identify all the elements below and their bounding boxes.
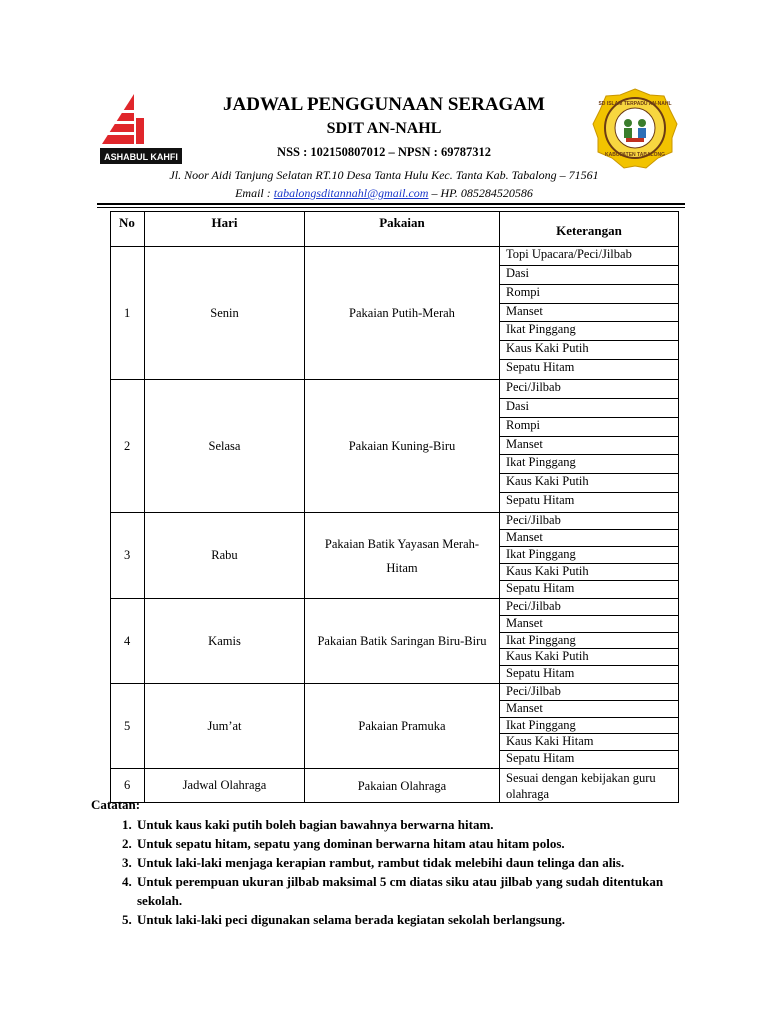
item-entry: Manset bbox=[500, 304, 678, 323]
notes-cell bbox=[500, 599, 679, 684]
item-entry: Ikat Pinggang bbox=[500, 322, 678, 341]
row-number: 3 bbox=[111, 513, 145, 599]
row-number: 4 bbox=[111, 599, 145, 684]
day-cell: Jadwal Olahraga bbox=[145, 769, 305, 803]
day-cell: Selasa bbox=[145, 380, 305, 513]
row-number: 2 bbox=[111, 380, 145, 513]
table-row bbox=[111, 513, 679, 599]
logo-right-bottom-text: KABUPATEN TABALONG bbox=[605, 152, 665, 158]
note-item: 4. Untuk perempuan ukuran jilbab maksimal 5 cm diatas siku atau jilbab yang sudah ditentukan sekolah. bbox=[135, 872, 691, 910]
day-cell: Kamis bbox=[145, 599, 305, 684]
item-entry: Sepatu Hitam bbox=[506, 493, 575, 508]
logo-right-text: SD ISLAM TERPADU AN-NAHL bbox=[598, 101, 672, 107]
item-list bbox=[500, 247, 678, 379]
item-entry: Ikat Pinggang bbox=[500, 718, 678, 735]
notes-cell bbox=[500, 380, 679, 513]
day-cell: Rabu bbox=[145, 513, 305, 599]
item-entry: Dasi bbox=[500, 266, 678, 285]
item-entry: Sesuai dengan kebijakan guru olahraga bbox=[506, 771, 656, 801]
note-item: 5. Untuk laki-laki peci digunakan selama berada kegiatan sekolah berlangsung. bbox=[135, 910, 691, 929]
nss-npsn-line: NSS : 102150807012 – NPSN : 69787312 bbox=[277, 145, 491, 159]
row-number: 5 bbox=[111, 684, 145, 769]
item-entry: Sepatu Hitam bbox=[506, 360, 575, 375]
uniform-text: Pakaian Batik Yayasan Merah-Hitam bbox=[324, 536, 480, 575]
note-item: 3. Untuk laki-laki menjaga kerapian rambut, rambut tidak melebihi daun telinga dan alis. bbox=[135, 853, 691, 872]
item-entry: Ikat Pinggang bbox=[500, 455, 678, 474]
item-entry: Rompi bbox=[500, 418, 678, 437]
item-list bbox=[500, 380, 678, 512]
contact-line bbox=[0, 186, 768, 201]
notes-cell bbox=[500, 684, 679, 769]
uniform-cell bbox=[305, 513, 500, 599]
item-entry: Ikat Pinggang bbox=[500, 547, 678, 564]
table-row bbox=[111, 380, 679, 513]
uniform-cell bbox=[305, 247, 500, 380]
header-divider-thin bbox=[97, 207, 685, 208]
email-link[interactable]: tabalongsditannahl@gmail.com bbox=[273, 186, 429, 200]
item-entry: Manset bbox=[500, 616, 678, 633]
header-hari: Hari bbox=[145, 212, 305, 247]
uniform-text: Pakaian Pramuka bbox=[358, 719, 446, 733]
item-entry: Sepatu Hitam bbox=[506, 751, 575, 766]
item-entry: Peci/Jilbab bbox=[500, 380, 678, 399]
table-row bbox=[111, 684, 679, 769]
item-entry: Kaus Kaki Putih bbox=[500, 649, 678, 666]
header-no: No bbox=[111, 212, 145, 247]
school-address: Jl. Noor Aidi Tanjung Selatan RT.10 Desa Tanta Hulu Kec. Tanta Kab. Tabalong – 71561 bbox=[169, 168, 599, 182]
email-label: Email : bbox=[235, 186, 274, 200]
uniform-cell bbox=[305, 380, 500, 513]
uniform-text: Pakaian Batik Saringan Biru-Biru bbox=[317, 634, 487, 648]
item-entry: Rompi bbox=[500, 285, 678, 304]
item-entry: Peci/Jilbab bbox=[500, 684, 678, 701]
phone-text: – HP. 085284520586 bbox=[428, 186, 533, 200]
notes-cell bbox=[500, 513, 679, 599]
table-row bbox=[111, 599, 679, 684]
item-entry: Kaus Kaki Putih bbox=[500, 341, 678, 360]
note-item: 2. Untuk sepatu hitam, sepatu yang dominan berwarna hitam atau hitam polos. bbox=[135, 834, 691, 853]
uniform-cell bbox=[305, 684, 500, 769]
notes-cell bbox=[500, 247, 679, 380]
row-number: 1 bbox=[111, 247, 145, 380]
note-item: 1. Untuk kaus kaki putih boleh bagian bawahnya berwarna hitam. bbox=[135, 815, 691, 834]
uniform-text: Pakaian Olahraga bbox=[357, 778, 447, 793]
item-entry: Sepatu Hitam bbox=[506, 666, 575, 681]
notes-list bbox=[91, 815, 691, 929]
item-entry: Sepatu Hitam bbox=[506, 581, 575, 595]
item-entry: Manset bbox=[500, 530, 678, 547]
header-divider bbox=[97, 203, 685, 205]
table-header-row bbox=[111, 212, 679, 247]
table-row bbox=[111, 247, 679, 380]
notes-caption: Catatan: bbox=[91, 797, 141, 812]
header-keterangan: Keterangan bbox=[500, 212, 679, 247]
item-entry: Peci/Jilbab bbox=[500, 513, 678, 530]
item-entry: Peci/Jilbab bbox=[500, 599, 678, 616]
logo-left-text: ASHABUL KAHFI bbox=[104, 152, 178, 162]
item-list bbox=[500, 599, 678, 683]
document-title: JADWAL PENGGUNAAN SERAGAM bbox=[223, 94, 545, 115]
day-cell: Jum’at bbox=[145, 684, 305, 769]
uniform-text: Pakaian Kuning-Biru bbox=[348, 439, 456, 453]
item-entry: Manset bbox=[500, 701, 678, 718]
item-list bbox=[500, 513, 678, 598]
item-entry: Kaus Kaki Hitam bbox=[500, 734, 678, 751]
item-entry: Kaus Kaki Putih bbox=[500, 474, 678, 493]
item-entry: Ikat Pinggang bbox=[500, 633, 678, 650]
row-number: 6 bbox=[111, 769, 145, 803]
uniform-schedule-table bbox=[110, 211, 679, 803]
item-list bbox=[500, 684, 678, 768]
school-name: SDIT AN-NAHL bbox=[326, 120, 442, 137]
notes-section bbox=[91, 797, 691, 929]
item-entry: Dasi bbox=[500, 399, 678, 418]
header-pakaian: Pakaian bbox=[305, 212, 500, 247]
uniform-cell bbox=[305, 599, 500, 684]
item-entry: Kaus Kaki Putih bbox=[500, 564, 678, 581]
item-entry: Topi Upacara/Peci/Jilbab bbox=[500, 247, 678, 266]
uniform-text: Pakaian Putih-Merah bbox=[349, 306, 455, 320]
day-cell: Senin bbox=[145, 247, 305, 380]
item-entry: Manset bbox=[500, 437, 678, 456]
